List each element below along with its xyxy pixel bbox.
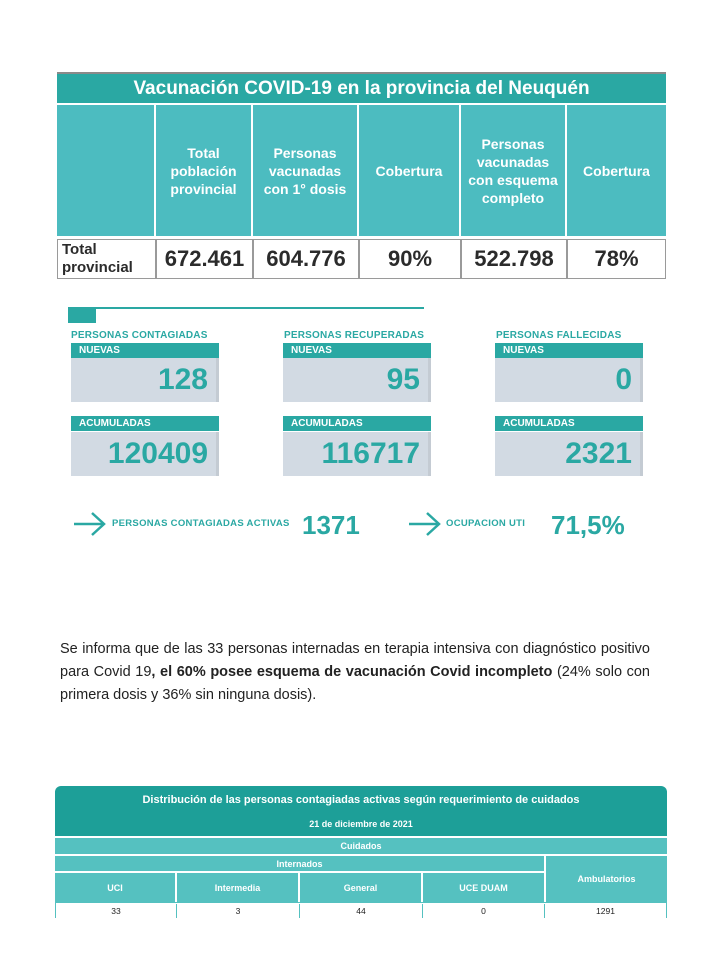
arrow-right-icon [73, 511, 107, 537]
contagiadas-new-value: 128 [71, 358, 219, 402]
info-paragraph [60, 638, 650, 707]
value-complete-scheme: 522.798 [461, 239, 567, 279]
header-total-population: Total población provincial [156, 105, 251, 236]
fallecidas-acc-value: 2321 [495, 432, 643, 476]
distribution-title: Distribución de las personas contagiadas activas según requerimiento de cuidados [142, 794, 580, 806]
uti-value: 71,5% [551, 510, 625, 540]
column-ambulatorios: Ambulatorios [545, 856, 667, 902]
contagiadas-acc-value: 120409 [71, 432, 219, 476]
vaccination-title: Vacunación COVID-19 en la provincia del Neuquén [57, 72, 666, 103]
category-title-contagiadas: PERSONAS CONTAGIADAS [71, 330, 208, 341]
category-title-recuperadas: PERSONAS RECUPERADAS [284, 330, 425, 341]
fallecidas-new-value: 0 [495, 358, 643, 402]
arrow-right-icon [408, 511, 442, 537]
header-first-dose: Personas vacunadas con 1° dosis [253, 105, 357, 236]
stats-marker [68, 309, 96, 323]
paragraph-part1: Se informa que de las 33 personas internadas en terapia intensiva con diagnóstico positivo para Covid 19 [60, 641, 650, 680]
active-cases-label: PERSONAS CONTAGIADAS ACTIVAS [112, 518, 290, 529]
column-intermedia: Intermedia [177, 873, 299, 902]
row-label: Total provincial [57, 239, 156, 279]
value-intermedia: 3 [177, 904, 300, 918]
distribution-date: 21 de diciembre de 2021 [309, 819, 413, 829]
column-general: General [300, 873, 422, 902]
distribution-header [55, 786, 667, 836]
stats-divider [68, 307, 424, 309]
category-title-fallecidas: PERSONAS FALLECIDAS [496, 330, 622, 341]
paragraph-part3: (24% solo con primera dosis y 36% sin ninguna dosis). [60, 664, 650, 703]
header-blank [57, 105, 154, 236]
value-ambulatorios: 1291 [545, 904, 666, 918]
internados-label: Internados [55, 856, 544, 872]
recuperadas-acc-label: ACUMULADAS [283, 416, 431, 431]
value-general: 44 [300, 904, 423, 918]
value-first-dose: 604.776 [253, 239, 359, 279]
value-coverage-2: 78% [567, 239, 666, 279]
value-total-population: 672.461 [156, 239, 253, 279]
fallecidas-new-label: NUEVAS [495, 343, 643, 358]
header-coverage-2: Cobertura [567, 105, 666, 236]
care-label: Cuidados [55, 838, 667, 854]
contagiadas-acc-label: ACUMULADAS [71, 416, 219, 431]
value-uci: 33 [56, 904, 177, 918]
column-uce-duam: UCE DUAM [423, 873, 544, 902]
column-uci: UCI [55, 873, 176, 902]
value-coverage-1: 90% [359, 239, 461, 279]
fallecidas-acc-label: ACUMULADAS [495, 416, 643, 431]
paragraph-bold: , el 60% posee esquema de vacunación Covid incompleto [151, 664, 553, 680]
recuperadas-acc-value: 116717 [283, 432, 431, 476]
contagiadas-new-label: NUEVAS [71, 343, 219, 358]
recuperadas-new-value: 95 [283, 358, 431, 402]
value-uce-duam: 0 [423, 904, 545, 918]
vaccination-table [57, 72, 666, 276]
recuperadas-new-label: NUEVAS [283, 343, 431, 358]
header-coverage-1: Cobertura [359, 105, 459, 236]
active-cases-value: 1371 [302, 510, 360, 540]
header-complete-scheme: Personas vacunadas con esquema completo [461, 105, 565, 236]
distribution-table [55, 786, 667, 918]
uti-label: OCUPACION UTI [446, 518, 526, 529]
